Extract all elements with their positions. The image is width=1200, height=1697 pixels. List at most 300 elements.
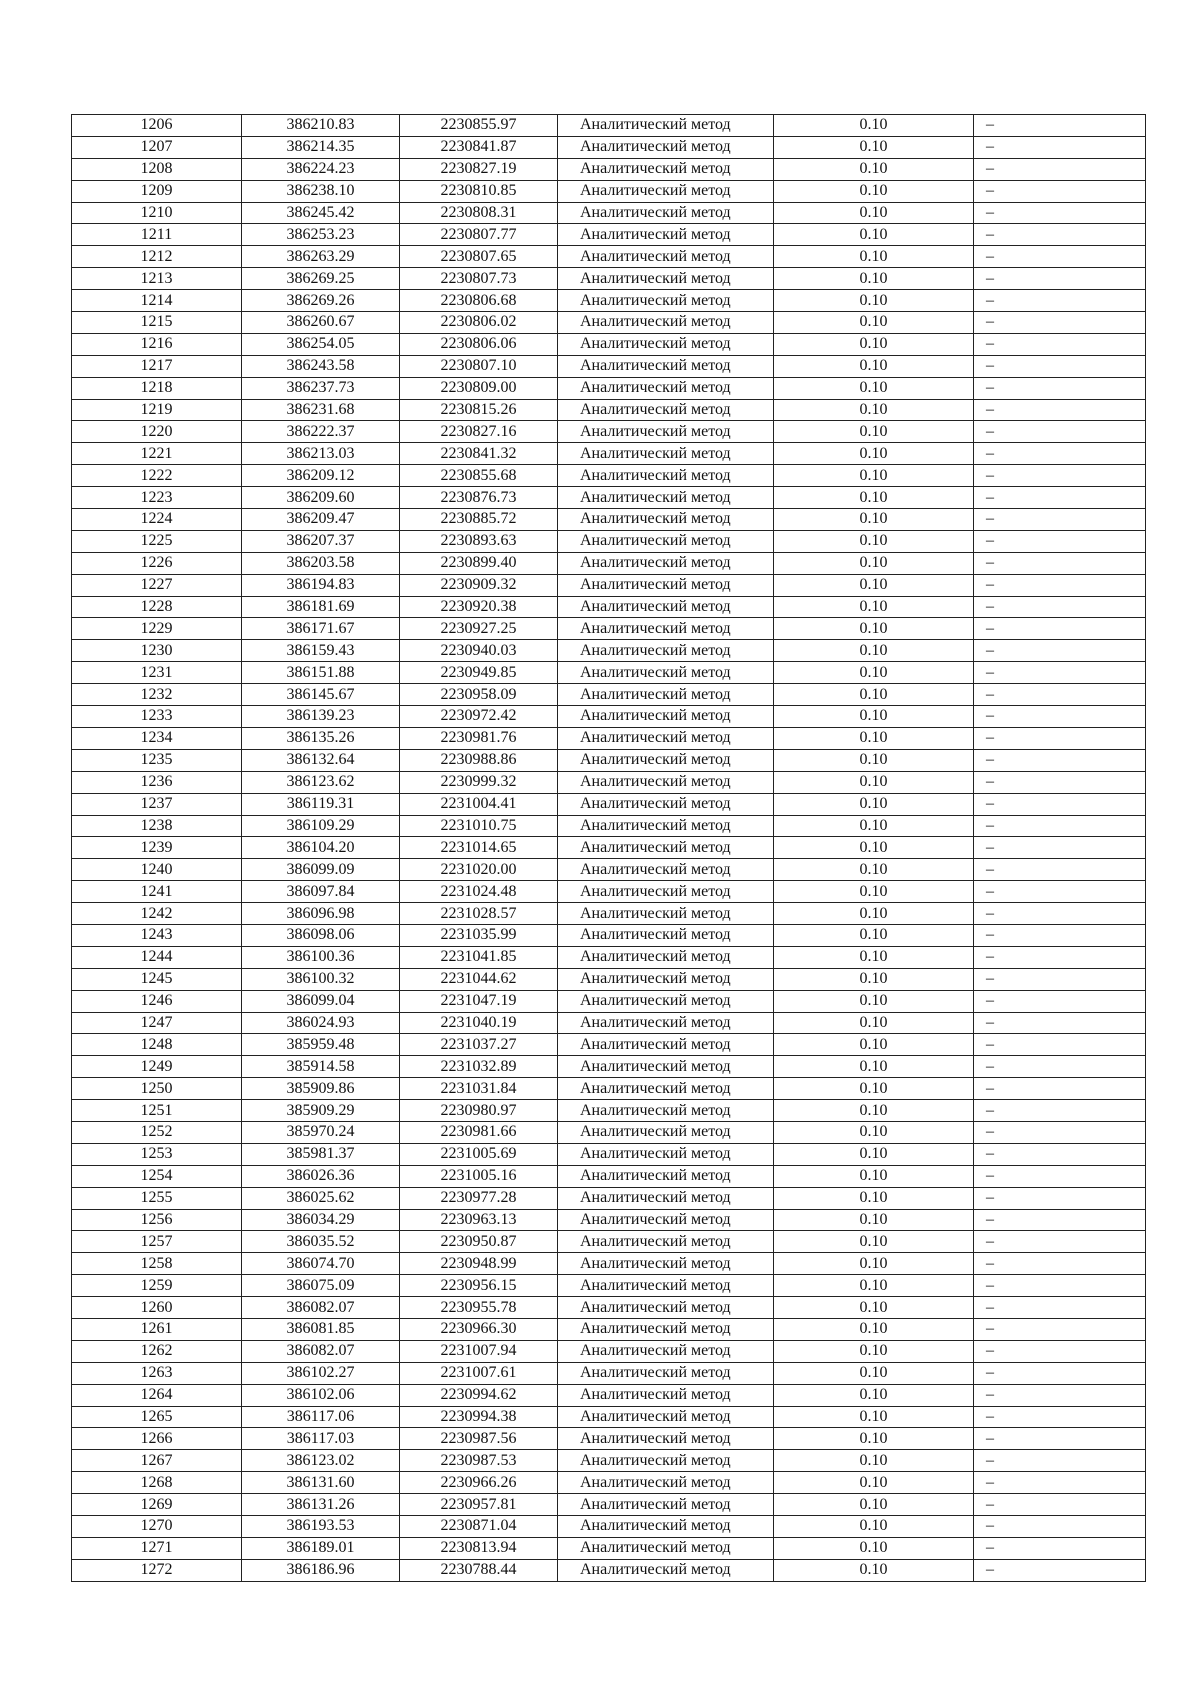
table-row xyxy=(72,1012,1146,1034)
method-cell: Аналитический метод xyxy=(558,1297,774,1319)
y-coordinate-cell: 2231028.57 xyxy=(400,903,558,925)
error-cell: 0.10 xyxy=(774,1318,974,1340)
y-coordinate-cell: 2231005.16 xyxy=(400,1165,558,1187)
method-cell: Аналитический метод xyxy=(558,333,774,355)
point-number-cell: 1222 xyxy=(72,465,242,487)
point-number-cell: 1262 xyxy=(72,1340,242,1362)
x-coordinate-cell: 386189.01 xyxy=(242,1537,400,1559)
x-coordinate-cell: 386131.60 xyxy=(242,1472,400,1494)
note-cell: – xyxy=(974,509,1146,531)
y-coordinate-cell: 2230813.94 xyxy=(400,1537,558,1559)
x-coordinate-cell: 386035.52 xyxy=(242,1231,400,1253)
error-cell: 0.10 xyxy=(774,1559,974,1581)
error-cell: 0.10 xyxy=(774,399,974,421)
point-number-cell: 1235 xyxy=(72,749,242,771)
error-cell: 0.10 xyxy=(774,968,974,990)
method-cell: Аналитический метод xyxy=(558,1318,774,1340)
note-cell: – xyxy=(974,158,1146,180)
method-cell: Аналитический метод xyxy=(558,946,774,968)
y-coordinate-cell: 2230871.04 xyxy=(400,1516,558,1538)
method-cell: Аналитический метод xyxy=(558,1537,774,1559)
x-coordinate-cell: 386269.25 xyxy=(242,268,400,290)
error-cell: 0.10 xyxy=(774,946,974,968)
method-cell: Аналитический метод xyxy=(558,115,774,137)
table-row xyxy=(72,1034,1146,1056)
note-cell: – xyxy=(974,1318,1146,1340)
point-number-cell: 1229 xyxy=(72,618,242,640)
y-coordinate-cell: 2230899.40 xyxy=(400,552,558,574)
y-coordinate-cell: 2231044.62 xyxy=(400,968,558,990)
error-cell: 0.10 xyxy=(774,1494,974,1516)
y-coordinate-cell: 2230807.77 xyxy=(400,224,558,246)
y-coordinate-cell: 2230994.62 xyxy=(400,1384,558,1406)
y-coordinate-cell: 2230841.87 xyxy=(400,136,558,158)
error-cell: 0.10 xyxy=(774,1472,974,1494)
point-number-cell: 1253 xyxy=(72,1143,242,1165)
method-cell: Аналитический метод xyxy=(558,290,774,312)
note-cell: – xyxy=(974,968,1146,990)
point-number-cell: 1269 xyxy=(72,1494,242,1516)
table-row xyxy=(72,968,1146,990)
point-number-cell: 1207 xyxy=(72,136,242,158)
note-cell: – xyxy=(974,1165,1146,1187)
method-cell: Аналитический метод xyxy=(558,509,774,531)
table-row xyxy=(72,771,1146,793)
note-cell: – xyxy=(974,596,1146,618)
table-row xyxy=(72,749,1146,771)
x-coordinate-cell: 386098.06 xyxy=(242,924,400,946)
note-cell: – xyxy=(974,1340,1146,1362)
point-number-cell: 1264 xyxy=(72,1384,242,1406)
table-row xyxy=(72,596,1146,618)
table-row xyxy=(72,377,1146,399)
note-cell: – xyxy=(974,1100,1146,1122)
note-cell: – xyxy=(974,749,1146,771)
error-cell: 0.10 xyxy=(774,552,974,574)
note-cell: – xyxy=(974,990,1146,1012)
x-coordinate-cell: 386253.23 xyxy=(242,224,400,246)
method-cell: Аналитический метод xyxy=(558,771,774,793)
table-row xyxy=(72,946,1146,968)
method-cell: Аналитический метод xyxy=(558,881,774,903)
method-cell: Аналитический метод xyxy=(558,377,774,399)
table-row xyxy=(72,487,1146,509)
y-coordinate-cell: 2230815.26 xyxy=(400,399,558,421)
method-cell: Аналитический метод xyxy=(558,421,774,443)
table-row xyxy=(72,158,1146,180)
error-cell: 0.10 xyxy=(774,158,974,180)
y-coordinate-cell: 2230948.99 xyxy=(400,1253,558,1275)
method-cell: Аналитический метод xyxy=(558,355,774,377)
y-coordinate-cell: 2230920.38 xyxy=(400,596,558,618)
x-coordinate-cell: 386222.37 xyxy=(242,421,400,443)
method-cell: Аналитический метод xyxy=(558,1253,774,1275)
table-row xyxy=(72,1340,1146,1362)
y-coordinate-cell: 2231010.75 xyxy=(400,815,558,837)
y-coordinate-cell: 2231007.61 xyxy=(400,1362,558,1384)
x-coordinate-cell: 386097.84 xyxy=(242,881,400,903)
y-coordinate-cell: 2230827.16 xyxy=(400,421,558,443)
y-coordinate-cell: 2230940.03 xyxy=(400,640,558,662)
y-coordinate-cell: 2231047.19 xyxy=(400,990,558,1012)
method-cell: Аналитический метод xyxy=(558,180,774,202)
table-row xyxy=(72,421,1146,443)
x-coordinate-cell: 386026.36 xyxy=(242,1165,400,1187)
point-number-cell: 1236 xyxy=(72,771,242,793)
error-cell: 0.10 xyxy=(774,421,974,443)
table-row xyxy=(72,1428,1146,1450)
y-coordinate-cell: 2230981.76 xyxy=(400,727,558,749)
method-cell: Аналитический метод xyxy=(558,1406,774,1428)
x-coordinate-cell: 386224.23 xyxy=(242,158,400,180)
error-cell: 0.10 xyxy=(774,727,974,749)
x-coordinate-cell: 386209.47 xyxy=(242,509,400,531)
x-coordinate-cell: 386245.42 xyxy=(242,202,400,224)
note-cell: – xyxy=(974,662,1146,684)
error-cell: 0.10 xyxy=(774,1056,974,1078)
method-cell: Аналитический метод xyxy=(558,1516,774,1538)
point-number-cell: 1219 xyxy=(72,399,242,421)
note-cell: – xyxy=(974,574,1146,596)
x-coordinate-cell: 386231.68 xyxy=(242,399,400,421)
x-coordinate-cell: 386119.31 xyxy=(242,793,400,815)
point-number-cell: 1228 xyxy=(72,596,242,618)
table-row xyxy=(72,115,1146,137)
note-cell: – xyxy=(974,684,1146,706)
x-coordinate-cell: 386025.62 xyxy=(242,1187,400,1209)
table-row xyxy=(72,202,1146,224)
note-cell: – xyxy=(974,443,1146,465)
method-cell: Аналитический метод xyxy=(558,1056,774,1078)
y-coordinate-cell: 2230955.78 xyxy=(400,1297,558,1319)
method-cell: Аналитический метод xyxy=(558,268,774,290)
point-number-cell: 1248 xyxy=(72,1034,242,1056)
error-cell: 0.10 xyxy=(774,530,974,552)
y-coordinate-cell: 2231020.00 xyxy=(400,859,558,881)
error-cell: 0.10 xyxy=(774,1165,974,1187)
x-coordinate-cell: 386102.06 xyxy=(242,1384,400,1406)
note-cell: – xyxy=(974,421,1146,443)
table-row xyxy=(72,881,1146,903)
table-row xyxy=(72,312,1146,334)
note-cell: – xyxy=(974,224,1146,246)
method-cell: Аналитический метод xyxy=(558,990,774,1012)
x-coordinate-cell: 386024.93 xyxy=(242,1012,400,1034)
method-cell: Аналитический метод xyxy=(558,574,774,596)
point-number-cell: 1271 xyxy=(72,1537,242,1559)
table-row xyxy=(72,1121,1146,1143)
method-cell: Аналитический метод xyxy=(558,1121,774,1143)
y-coordinate-cell: 2230885.72 xyxy=(400,509,558,531)
note-cell: – xyxy=(974,1516,1146,1538)
x-coordinate-cell: 385981.37 xyxy=(242,1143,400,1165)
point-number-cell: 1230 xyxy=(72,640,242,662)
y-coordinate-cell: 2230810.85 xyxy=(400,180,558,202)
x-coordinate-cell: 386081.85 xyxy=(242,1318,400,1340)
y-coordinate-cell: 2230950.87 xyxy=(400,1231,558,1253)
point-number-cell: 1223 xyxy=(72,487,242,509)
y-coordinate-cell: 2230827.19 xyxy=(400,158,558,180)
table-row xyxy=(72,1275,1146,1297)
method-cell: Аналитический метод xyxy=(558,596,774,618)
method-cell: Аналитический метод xyxy=(558,1384,774,1406)
error-cell: 0.10 xyxy=(774,662,974,684)
table-row xyxy=(72,1209,1146,1231)
point-number-cell: 1242 xyxy=(72,903,242,925)
method-cell: Аналитический метод xyxy=(558,246,774,268)
table-row xyxy=(72,1187,1146,1209)
error-cell: 0.10 xyxy=(774,706,974,728)
method-cell: Аналитический метод xyxy=(558,968,774,990)
x-coordinate-cell: 386104.20 xyxy=(242,837,400,859)
table-row xyxy=(72,552,1146,574)
y-coordinate-cell: 2230807.10 xyxy=(400,355,558,377)
method-cell: Аналитический метод xyxy=(558,1143,774,1165)
table-row xyxy=(72,1472,1146,1494)
point-number-cell: 1247 xyxy=(72,1012,242,1034)
y-coordinate-cell: 2231040.19 xyxy=(400,1012,558,1034)
table-row xyxy=(72,706,1146,728)
table-row xyxy=(72,1362,1146,1384)
point-number-cell: 1272 xyxy=(72,1559,242,1581)
method-cell: Аналитический метод xyxy=(558,903,774,925)
table-row xyxy=(72,903,1146,925)
x-coordinate-cell: 386151.88 xyxy=(242,662,400,684)
method-cell: Аналитический метод xyxy=(558,1231,774,1253)
error-cell: 0.10 xyxy=(774,1297,974,1319)
table-row xyxy=(72,1100,1146,1122)
method-cell: Аналитический метод xyxy=(558,1209,774,1231)
error-cell: 0.10 xyxy=(774,1253,974,1275)
x-coordinate-cell: 386203.58 xyxy=(242,552,400,574)
x-coordinate-cell: 386181.69 xyxy=(242,596,400,618)
note-cell: – xyxy=(974,706,1146,728)
y-coordinate-cell: 2230980.97 xyxy=(400,1100,558,1122)
x-coordinate-cell: 386132.64 xyxy=(242,749,400,771)
point-number-cell: 1233 xyxy=(72,706,242,728)
note-cell: – xyxy=(974,903,1146,925)
x-coordinate-cell: 386159.43 xyxy=(242,640,400,662)
y-coordinate-cell: 2230977.28 xyxy=(400,1187,558,1209)
note-cell: – xyxy=(974,618,1146,640)
point-number-cell: 1241 xyxy=(72,881,242,903)
method-cell: Аналитический метод xyxy=(558,224,774,246)
error-cell: 0.10 xyxy=(774,1078,974,1100)
x-coordinate-cell: 386082.07 xyxy=(242,1340,400,1362)
point-number-cell: 1224 xyxy=(72,509,242,531)
x-coordinate-cell: 386123.02 xyxy=(242,1450,400,1472)
error-cell: 0.10 xyxy=(774,224,974,246)
point-number-cell: 1260 xyxy=(72,1297,242,1319)
note-cell: – xyxy=(974,268,1146,290)
point-number-cell: 1259 xyxy=(72,1275,242,1297)
y-coordinate-cell: 2230893.63 xyxy=(400,530,558,552)
x-coordinate-cell: 386074.70 xyxy=(242,1253,400,1275)
method-cell: Аналитический метод xyxy=(558,684,774,706)
table-row xyxy=(72,1450,1146,1472)
method-cell: Аналитический метод xyxy=(558,465,774,487)
x-coordinate-cell: 386102.27 xyxy=(242,1362,400,1384)
x-coordinate-cell: 385970.24 xyxy=(242,1121,400,1143)
note-cell: – xyxy=(974,333,1146,355)
error-cell: 0.10 xyxy=(774,1362,974,1384)
error-cell: 0.10 xyxy=(774,684,974,706)
point-number-cell: 1250 xyxy=(72,1078,242,1100)
x-coordinate-cell: 386243.58 xyxy=(242,355,400,377)
table-row xyxy=(72,859,1146,881)
point-number-cell: 1232 xyxy=(72,684,242,706)
x-coordinate-cell: 385959.48 xyxy=(242,1034,400,1056)
table-row xyxy=(72,727,1146,749)
y-coordinate-cell: 2231004.41 xyxy=(400,793,558,815)
error-cell: 0.10 xyxy=(774,136,974,158)
point-number-cell: 1231 xyxy=(72,662,242,684)
point-number-cell: 1215 xyxy=(72,312,242,334)
note-cell: – xyxy=(974,1121,1146,1143)
y-coordinate-cell: 2231041.85 xyxy=(400,946,558,968)
method-cell: Аналитический метод xyxy=(558,1494,774,1516)
table-row xyxy=(72,224,1146,246)
point-number-cell: 1221 xyxy=(72,443,242,465)
point-number-cell: 1254 xyxy=(72,1165,242,1187)
y-coordinate-cell: 2230949.85 xyxy=(400,662,558,684)
method-cell: Аналитический метод xyxy=(558,1362,774,1384)
note-cell: – xyxy=(974,1187,1146,1209)
point-number-cell: 1238 xyxy=(72,815,242,837)
x-coordinate-cell: 385909.86 xyxy=(242,1078,400,1100)
point-number-cell: 1206 xyxy=(72,115,242,137)
table-row xyxy=(72,1384,1146,1406)
x-coordinate-cell: 386209.12 xyxy=(242,465,400,487)
y-coordinate-cell: 2231031.84 xyxy=(400,1078,558,1100)
x-coordinate-cell: 385909.29 xyxy=(242,1100,400,1122)
y-coordinate-cell: 2230966.30 xyxy=(400,1318,558,1340)
error-cell: 0.10 xyxy=(774,881,974,903)
x-coordinate-cell: 386100.32 xyxy=(242,968,400,990)
table-row xyxy=(72,246,1146,268)
method-cell: Аналитический метод xyxy=(558,1100,774,1122)
point-number-cell: 1220 xyxy=(72,421,242,443)
note-cell: – xyxy=(974,399,1146,421)
method-cell: Аналитический метод xyxy=(558,749,774,771)
y-coordinate-cell: 2230994.38 xyxy=(400,1406,558,1428)
error-cell: 0.10 xyxy=(774,1012,974,1034)
error-cell: 0.10 xyxy=(774,1340,974,1362)
error-cell: 0.10 xyxy=(774,1275,974,1297)
method-cell: Аналитический метод xyxy=(558,793,774,815)
point-number-cell: 1256 xyxy=(72,1209,242,1231)
method-cell: Аналитический метод xyxy=(558,1450,774,1472)
table-row xyxy=(72,662,1146,684)
y-coordinate-cell: 2230806.06 xyxy=(400,333,558,355)
table-row xyxy=(72,1253,1146,1275)
y-coordinate-cell: 2230956.15 xyxy=(400,1275,558,1297)
table-row xyxy=(72,815,1146,837)
error-cell: 0.10 xyxy=(774,1450,974,1472)
method-cell: Аналитический метод xyxy=(558,924,774,946)
table-row xyxy=(72,1516,1146,1538)
point-number-cell: 1246 xyxy=(72,990,242,1012)
error-cell: 0.10 xyxy=(774,1100,974,1122)
error-cell: 0.10 xyxy=(774,465,974,487)
point-number-cell: 1255 xyxy=(72,1187,242,1209)
error-cell: 0.10 xyxy=(774,509,974,531)
method-cell: Аналитический метод xyxy=(558,640,774,662)
point-number-cell: 1211 xyxy=(72,224,242,246)
x-coordinate-cell: 386117.06 xyxy=(242,1406,400,1428)
table-row xyxy=(72,443,1146,465)
x-coordinate-cell: 386171.67 xyxy=(242,618,400,640)
table-row xyxy=(72,136,1146,158)
point-number-cell: 1217 xyxy=(72,355,242,377)
error-cell: 0.10 xyxy=(774,115,974,137)
y-coordinate-cell: 2231032.89 xyxy=(400,1056,558,1078)
x-coordinate-cell: 386210.83 xyxy=(242,115,400,137)
note-cell: – xyxy=(974,1537,1146,1559)
method-cell: Аналитический метод xyxy=(558,530,774,552)
note-cell: – xyxy=(974,837,1146,859)
note-cell: – xyxy=(974,180,1146,202)
point-number-cell: 1212 xyxy=(72,246,242,268)
note-cell: – xyxy=(974,1231,1146,1253)
y-coordinate-cell: 2230972.42 xyxy=(400,706,558,728)
method-cell: Аналитический метод xyxy=(558,859,774,881)
x-coordinate-cell: 386123.62 xyxy=(242,771,400,793)
method-cell: Аналитический метод xyxy=(558,1165,774,1187)
note-cell: – xyxy=(974,924,1146,946)
table-row xyxy=(72,640,1146,662)
point-number-cell: 1239 xyxy=(72,837,242,859)
table-row xyxy=(72,1056,1146,1078)
note-cell: – xyxy=(974,202,1146,224)
x-coordinate-cell: 386194.83 xyxy=(242,574,400,596)
y-coordinate-cell: 2230807.73 xyxy=(400,268,558,290)
table-row xyxy=(72,1494,1146,1516)
table-row xyxy=(72,1143,1146,1165)
x-coordinate-cell: 386131.26 xyxy=(242,1494,400,1516)
note-cell: – xyxy=(974,640,1146,662)
note-cell: – xyxy=(974,815,1146,837)
point-number-cell: 1225 xyxy=(72,530,242,552)
table-row xyxy=(72,1559,1146,1581)
table-row xyxy=(72,1318,1146,1340)
method-cell: Аналитический метод xyxy=(558,1340,774,1362)
point-number-cell: 1249 xyxy=(72,1056,242,1078)
error-cell: 0.10 xyxy=(774,640,974,662)
y-coordinate-cell: 2231005.69 xyxy=(400,1143,558,1165)
point-number-cell: 1240 xyxy=(72,859,242,881)
error-cell: 0.10 xyxy=(774,749,974,771)
error-cell: 0.10 xyxy=(774,377,974,399)
x-coordinate-cell: 386237.73 xyxy=(242,377,400,399)
note-cell: – xyxy=(974,1297,1146,1319)
method-cell: Аналитический метод xyxy=(558,727,774,749)
method-cell: Аналитический метод xyxy=(558,136,774,158)
y-coordinate-cell: 2230987.53 xyxy=(400,1450,558,1472)
error-cell: 0.10 xyxy=(774,574,974,596)
table-row xyxy=(72,1297,1146,1319)
y-coordinate-cell: 2231035.99 xyxy=(400,924,558,946)
note-cell: – xyxy=(974,1253,1146,1275)
method-cell: Аналитический метод xyxy=(558,706,774,728)
error-cell: 0.10 xyxy=(774,1034,974,1056)
error-cell: 0.10 xyxy=(774,1231,974,1253)
y-coordinate-cell: 2230855.97 xyxy=(400,115,558,137)
table-row xyxy=(72,990,1146,1012)
table-row xyxy=(72,1165,1146,1187)
note-cell: – xyxy=(974,727,1146,749)
x-coordinate-cell: 386238.10 xyxy=(242,180,400,202)
